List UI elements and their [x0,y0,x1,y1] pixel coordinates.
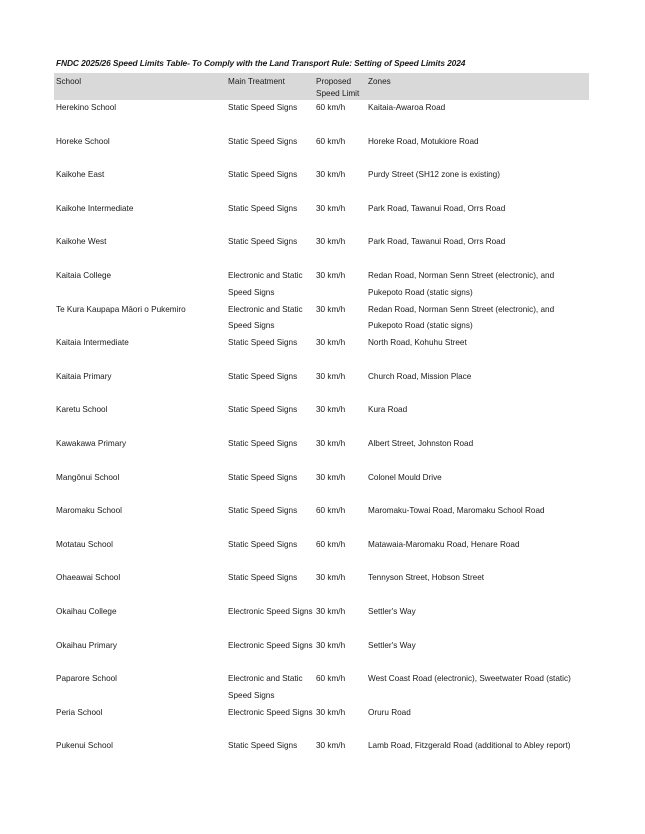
cell-zones: Kaitaia-Awaroa Road [368,103,446,112]
cell-school: Horeke School [56,136,110,146]
cell-main-treatment: Static Speed Signs [228,438,298,448]
cell-school: Karetu School [56,405,108,415]
cell-main-treatment: Static Speed Signs [228,136,298,146]
cell-zones: Church Road, Mission Place [368,371,472,381]
table-row [54,167,589,201]
table-row [54,436,589,470]
cell-speed-limit: 30 km/h [316,741,346,751]
cell-speed-limit: 60 km/h [316,506,346,516]
cell-school: Mangōnui School [56,472,120,482]
cell-main-treatment: Static Speed Signs [228,170,298,180]
header-main-treatment: Main Treatment [228,77,285,86]
cell-school: Ohaeawai School [56,573,121,583]
cell-zones: Redan Road, Norman Senn Street (electronic), and Pukepoto Road (static signs) [368,304,555,331]
speed-limits-table [54,73,589,772]
cell-speed-limit: 30 km/h [316,707,346,717]
table-row [54,570,589,604]
table-row [54,470,589,504]
cell-speed-limit: 30 km/h [316,573,346,583]
table-row [54,537,589,571]
cell-school: Te Kura Kaupapa Māori o Pukemiro [56,304,186,314]
cell-speed-limit: 30 km/h [316,304,346,314]
header-speed-line2: Speed Limit [316,88,360,98]
cell-zones: Tennyson Street, Hobson Street [368,573,485,583]
cell-main-treatment: Static Speed Signs [228,203,298,213]
table-row [54,268,589,302]
cell-speed-limit: 30 km/h [316,170,346,180]
cell-speed-limit: 30 km/h [316,405,346,415]
cell-zones: Purdy Street (SH12 zone is existing) [368,170,500,180]
cell-zones: Kura Road [368,405,408,415]
table-row [54,402,589,436]
document-title: FNDC 2025/26 Speed Limits Table- To Comply with the Land Transport Rule: Setting of Speed Limits 2024 [56,58,466,68]
table-row [54,705,589,739]
table-row [54,234,589,268]
table-body [54,100,589,772]
cell-zones: Lamb Road, Fitzgerald Road (additional to Abley report) [368,741,571,751]
cell-school: Kaitaia Primary [56,371,112,381]
header-zones: Zones [368,77,391,86]
cell-zones: Matawaia-Maromaku Road, Henare Road [368,539,520,549]
cell-school: Paparore School [56,674,117,684]
cell-zones: West Coast Road (electronic), Sweetwater Road (static) [368,674,571,684]
header-school: School [56,77,82,86]
cell-zones: Settler's Way [368,606,416,616]
table-row [54,201,589,235]
table-row [54,604,589,638]
cell-speed-limit: 30 km/h [316,438,346,448]
header-proposed-speed-limit [316,76,368,99]
cell-speed-limit: 60 km/h [316,103,346,112]
cell-school: Kawakawa Primary [56,438,127,448]
cell-main-treatment: Electronic Speed Signs [228,707,313,717]
cell-main-treatment: Static Speed Signs [228,103,298,112]
cell-school: Okaihau Primary [56,640,117,650]
cell-main-treatment: Static Speed Signs [228,405,298,415]
cell-school: Maromaku School [56,506,122,516]
cell-speed-limit: 30 km/h [316,640,346,650]
cell-main-treatment: Static Speed Signs [228,573,298,583]
cell-main-treatment: Static Speed Signs [228,741,298,751]
cell-speed-limit: 30 km/h [316,237,346,247]
cell-zones: Park Road, Tawanui Road, Orrs Road [368,203,506,213]
cell-main-treatment: Static Speed Signs [228,472,298,482]
table-row [54,134,589,168]
cell-main-treatment: Electronic Speed Signs [228,640,313,650]
cell-zones: North Road, Kohuhu Street [368,338,467,348]
cell-main-treatment: Static Speed Signs [228,506,298,516]
cell-main-treatment: Electronic and Static Speed Signs [228,674,303,700]
cell-school: Kaikohe West [56,237,107,247]
cell-school: Okaihau College [56,606,117,616]
cell-zones: Maromaku-Towai Road, Maromaku School Road [368,506,545,516]
cell-speed-limit: 30 km/h [316,606,346,616]
cell-main-treatment: Static Speed Signs [228,338,298,348]
cell-zones: Albert Street, Johnston Road [368,438,474,448]
cell-speed-limit: 60 km/h [316,539,346,549]
cell-school: Motatau School [56,539,113,549]
cell-school: Kaikohe East [56,170,105,180]
table-row [54,369,589,403]
cell-speed-limit: 30 km/h [316,371,346,381]
cell-speed-limit: 60 km/h [316,674,346,684]
table-row [54,100,589,134]
table-row [54,302,589,336]
cell-speed-limit: 60 km/h [316,136,346,146]
cell-main-treatment: Static Speed Signs [228,371,298,381]
cell-zones: Colonel Mould Drive [368,472,442,482]
cell-speed-limit: 30 km/h [316,270,346,280]
cell-main-treatment: Electronic and Static Speed Signs [228,270,303,297]
cell-speed-limit: 30 km/h [316,203,346,213]
table-row [54,671,589,705]
cell-zones: Horeke Road, Motukiore Road [368,136,479,146]
cell-school: Kaitaia College [56,270,112,280]
cell-zones: Settler's Way [368,640,416,650]
cell-speed-limit: 30 km/h [316,472,346,482]
cell-main-treatment: Electronic and Static Speed Signs [228,304,303,331]
header-speed-line1: Proposed [316,77,352,86]
table-row [54,335,589,369]
cell-school: Kaikohe Intermediate [56,203,134,213]
cell-zones: Park Road, Tawanui Road, Orrs Road [368,237,506,247]
cell-school: Herekino School [56,103,117,112]
cell-school: Peria School [56,707,103,717]
table-header [54,73,589,100]
cell-zones: Oruru Road [368,707,411,717]
cell-main-treatment: Static Speed Signs [228,237,298,247]
table-row [54,503,589,537]
cell-main-treatment: Static Speed Signs [228,539,298,549]
table-row [54,738,589,772]
cell-zones: Redan Road, Norman Senn Street (electronic), and Pukepoto Road (static signs) [368,270,555,297]
cell-main-treatment: Electronic Speed Signs [228,606,313,616]
table-row [54,638,589,672]
cell-speed-limit: 30 km/h [316,338,346,348]
cell-school: Pukenui School [56,741,113,751]
cell-school: Kaitaia Intermediate [56,338,129,348]
